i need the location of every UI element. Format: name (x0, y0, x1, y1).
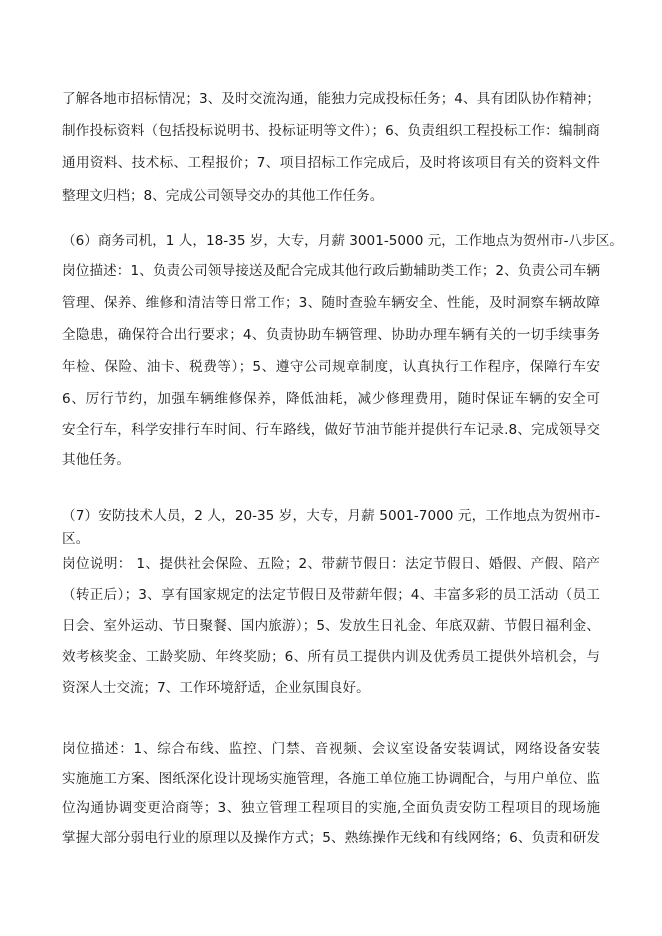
text-line: 岗位描述：1、负责公司领导接送及配合完成其他行政后勤辅助类工作；2、负责公司车辆 (62, 263, 600, 279)
text-line: 整理文归档；8、完成公司领导交办的其他工作任务。 (62, 188, 384, 204)
text-line: 位沟通协调变更洽商等；3、独立管理工程项目的实施,全面负责安防工程项目的现场施 (62, 800, 600, 816)
job-heading: （6）商务司机，1 人，18-35 岁，大专，月薪 3001-5000 元，工作地点为贺州市-八步区。 (62, 233, 623, 249)
text-line: 安全行车，科学安排行车时间、行车路线，做好节油节能并提供行车记录.8、完成领导交 (62, 422, 600, 438)
text-line: 6、厉行节约，加强车辆维修保养，降低油耗，减少修理费用，随时保证车辆的安全可 (62, 391, 600, 407)
text-line: 了解各地市招标情况；3、及时交流沟通，能独力完成投标任务；4、具有团队协作精神； (62, 91, 600, 107)
text-line: 日会、室外运动、节日聚餐、国内旅游）；5、发放生日礼金、年底双薪、节假日福利金、 (62, 618, 600, 634)
text-line: 全隐患，确保符合出行要求；4、负责协助车辆管理、协助办理车辆有关的一切手续事务 (62, 327, 600, 343)
text-line: 掌握大部分弱电行业的原理以及操作方式；5、熟练操作无线和有线网络；6、负责和研发 (62, 830, 600, 846)
text-line: 效考核奖金、工龄奖励、年终奖励；6、所有员工提供内训及优秀员工提供外培机会，与 (62, 649, 600, 665)
text-line: 管理、保养、维修和清洁等日常工作；3、随时查验车辆安全、性能，及时洞察车辆故障 (62, 295, 600, 311)
text-line: 通用资料、技术标、工程报价；7、项目招标工作完成后，及时将该项目有关的资料文件 (62, 155, 600, 171)
text-line: 年检、保险、油卡、税费等）；5、遵守公司规章制度，认真执行工作程序，保障行车安 (62, 359, 600, 375)
text-line: 岗位描述：1、综合布线、监控、门禁、音视频、会议室设备安装调试，网络设备安装 (62, 741, 600, 757)
text-line: 岗位说明： 1、提供社会保险、五险；2、带薪节假日：法定节假日、婚假、产假、陪产 (62, 556, 600, 572)
text-line: 资深人士交流；7、工作环境舒适，企业氛围良好。 (62, 680, 370, 696)
text-line: （转正后）；3、享有国家规定的法定节假日及带薪年假；4、丰富多彩的员工活动（员工 (62, 587, 600, 603)
job-heading: （7）安防技术人员，2 人，20-35 岁，大专，月薪 5001-7000 元，工作地点为贺州市- (62, 508, 600, 524)
job-heading: 区。 (62, 531, 90, 547)
text-line: 制作投标资料（包括投标说明书、投标证明等文件）；6、负责组织工程投标工作：编制商 (62, 123, 600, 139)
text-line: 其他任务。 (62, 452, 130, 468)
text-line: 实施施工方案、图纸深化设计现场实施管理，各施工单位施工协调配合，与用户单位、监 (62, 771, 600, 787)
